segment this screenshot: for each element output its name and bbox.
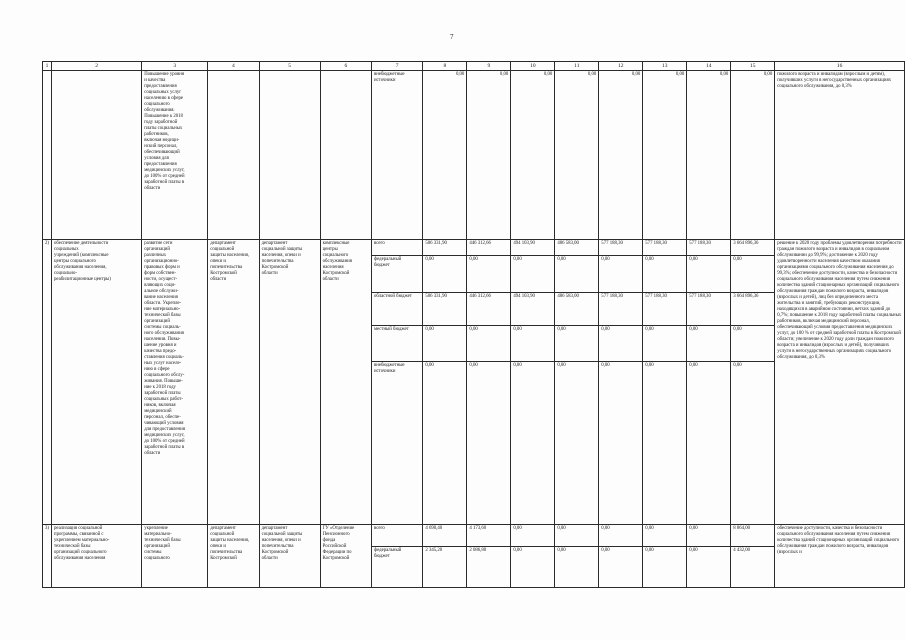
row-number: 2) <box>43 240 52 525</box>
activity-name: реализация социальной программы, связанной с укреплением материально- технической базы организаций социального обслуживания населения <box>52 525 142 588</box>
participants: комплексные центры социального обслуживания населения Костромской области <box>320 240 371 525</box>
column-header: 16 <box>775 62 905 71</box>
amount-cell: 0,00 <box>731 326 774 362</box>
amount-cell: 0,00 <box>599 525 642 547</box>
task-description: развитие сети организаций различных организационно- правовых форм и форм собствен- ности, осущест- вляющих соци- альное обслужи- вание населения области. Укрепле- ние материально- технической базы организаций системы социаль- ного обслуживания населения. Повы- шение уровня и качества предо- ставления социаль- ных услуг населе- нию в сфере социального обслу- живания. Повыше- ние к 2018 году заработной платы социальных работ- ников, включая медицинский персонал, обеспе- чивающий условия для предоставления медицинских услуг, до 100% от средней заработной платы в области <box>142 240 208 525</box>
column-header: 15 <box>731 62 775 71</box>
amount-cell: 3 664 896,36 <box>731 240 774 256</box>
row-number: 3) <box>43 525 52 588</box>
funding-source: всего <box>372 525 422 547</box>
column-header: 3 <box>142 62 208 71</box>
amount-cell: 577 188,30 <box>643 293 686 326</box>
amount-cell: 0,00 <box>599 326 642 362</box>
column-header: 13 <box>643 62 687 71</box>
participants: ГУ «Отделение Пенсионного фонда Российской Федерации по Костромской <box>320 525 371 588</box>
amount-cell: 0,00 <box>601 363 610 368</box>
amount-cell: 0,00 <box>689 548 698 553</box>
table-row <box>43 71 905 240</box>
amount-cell: 0,00 <box>599 256 642 293</box>
expected-result: обеспечение доступности, качества и безопасности социального обслуживания населения путем снижения количества зданий стационарных организаций социального обслуживания граждан пожилого возраста, инвалидов (взрослых и <box>775 525 905 588</box>
amount-cell: 0,00 <box>687 71 731 240</box>
amount-cell: 0,00 <box>687 326 730 362</box>
funding-source: местный бюджет <box>372 326 422 362</box>
table-row <box>43 240 905 525</box>
column-header: 12 <box>599 62 643 71</box>
amount-cell: 486 583,00 <box>555 240 598 256</box>
amount-cell: 494 103,90 <box>511 293 554 326</box>
customer: департамент социальной защиты населения, опеки и попечительства Костромской области <box>259 525 320 588</box>
responsible-executor: департамент социальной защиты населения, опеки и попечительства Костромской <box>208 525 259 588</box>
amount-cell: 506 331,90 <box>423 293 466 326</box>
page-number: 7 <box>450 33 454 41</box>
amount-cell: 0,00 <box>557 548 566 553</box>
amount-cell: 0,00 <box>423 326 466 362</box>
amount-cell: 0,00 <box>687 256 730 293</box>
amount-cell: 577 188,30 <box>687 240 730 256</box>
table-row <box>43 525 905 588</box>
funding-source: областной бюджет <box>372 293 422 326</box>
column-header: 4 <box>208 62 259 71</box>
amount-cell: 0,00 <box>687 525 730 547</box>
amount-cell: 0,00 <box>555 71 599 240</box>
program-table <box>42 61 905 588</box>
amount-cell: 0,00 <box>731 71 775 240</box>
amount-cell: 0,00 <box>643 326 686 362</box>
amount-cell: 446 312,66 <box>467 240 510 256</box>
amount-cell: 0,00 <box>643 256 686 293</box>
amount-cell: 0,00 <box>423 256 466 293</box>
amount-cell: 0,00 <box>425 363 434 368</box>
amount-cell: 0,00 <box>601 548 610 553</box>
amount-cell: 0,00 <box>467 71 511 240</box>
amount-cell: 0,00 <box>513 363 522 368</box>
amount-cell: 0,00 <box>511 71 555 240</box>
column-header: 7 <box>371 62 422 71</box>
column-header: 10 <box>511 62 555 71</box>
funding-source: федеральный бюджет <box>373 548 402 559</box>
column-header: 11 <box>555 62 599 71</box>
amount-cell: 577 188,30 <box>687 293 730 326</box>
amount-cell: 0,00 <box>645 363 654 368</box>
amount-cell: 577 188,30 <box>599 293 642 326</box>
amount-cell: 0,00 <box>513 548 522 553</box>
amount-cell: 0,00 <box>511 256 554 293</box>
column-header: 14 <box>687 62 731 71</box>
amount-cell: 0,00 <box>555 525 598 547</box>
amount-cell: 0,00 <box>511 326 554 362</box>
amount-cell: 494 103,90 <box>511 240 554 256</box>
amount-cell: 0,00 <box>469 363 478 368</box>
amount-cell: 486 583,00 <box>555 293 598 326</box>
amount-cell: 4 690,40 <box>423 525 466 547</box>
funding-source: внебюджетные источники <box>373 363 405 374</box>
column-header: 1 <box>43 62 52 71</box>
amount-cell: 0,00 <box>645 548 654 553</box>
amount-cell: 3 664 896,36 <box>731 293 774 326</box>
amount-cell: 0,00 <box>511 525 554 547</box>
task-description: укрепление материально- технической базы организаций системы социального <box>142 525 208 588</box>
column-header: 6 <box>320 62 371 71</box>
column-header: 9 <box>467 62 511 71</box>
amount-cell: 0,00 <box>689 363 698 368</box>
amount-cell: 577 188,30 <box>599 240 642 256</box>
amount-cell: 0,00 <box>467 326 510 362</box>
column-header: 5 <box>259 62 320 71</box>
activity-name: обеспечение деятельности социальных учреждений (комплексные центры социального обслуживания населения, социально- реабилитационные центры) <box>52 240 142 525</box>
responsible-executor: департамент социальной защиты населения, опеки и попечительства Костромской области <box>208 240 259 525</box>
amount-cell: 446 312,66 <box>467 293 510 326</box>
amount-cell: 0,00 <box>731 256 774 293</box>
amount-cell: 506 331,90 <box>423 240 466 256</box>
customer: департамент социальной защиты населения, опеки и попечительства Костромской области <box>259 240 320 525</box>
amount-cell: 4 173,60 <box>467 525 510 547</box>
amount-cell: 0,00 <box>423 71 467 240</box>
expected-result: решение к 2020 году проблемы удовлетворения потребности граждан пожилого возраста и инвалидов в социальном обслуживании до 99,9%; достижение к 2020 году удовлетворенности населения качеством оказания организациями социального обслуживания населения до 99,3%; обеспечение доступности, качества и безопасности социального обслуживания населения путем снижения количества зданий стационарных организаций социального обслуживания граждан пожилого возраста, инвалидов (взрослых и детей), лиц без определенного места жительства и занятий, требующих реконструкции, находящихся в аварийном состоянии, ветхих зданий до 0,7%; повышение к 2018 году заработной платы социальных работников, включая медицинский персонал, обеспечивающий условия предоставления медицинских услуг, до 100 % от средней заработной платы в Костромской области; увеличение к 2020 году доли граждан пожилого возраста и инвалидов (взрослых и детей), получивших услуги в негосударственных организациях социального обслуживания, до 0,3% <box>775 240 905 525</box>
column-header: 8 <box>423 62 467 71</box>
amount-cell: 0,00 <box>555 256 598 293</box>
column-header: 2 <box>52 62 142 71</box>
amount-cell: 577 188,30 <box>643 240 686 256</box>
amount-cell: 0,00 <box>557 363 566 368</box>
amount-cell: 0,00 <box>599 71 643 240</box>
column-number-row <box>43 62 905 71</box>
amount-cell: 0,00 <box>643 525 686 547</box>
funding-source: внебюджетные источники <box>371 71 422 240</box>
amount-cell: 4 432,00 <box>733 548 751 553</box>
amount-cell: 2 086,80 <box>469 548 487 553</box>
amount-cell: 0,00 <box>555 326 598 362</box>
task-description: Повышение уровня и качества предоставления социальных услуг населению в сфере социального обслуживания. Повышение к 2018 году заработной платы социальных работников, включая медици- нский персонал, обеспечивающий условия для предоставления медицинских услуг, до 100% от средней заработной платы в области <box>142 71 208 240</box>
funding-source: всего <box>372 240 422 256</box>
amount-cell: 0,00 <box>733 363 742 368</box>
funding-source: федеральный бюджет <box>372 256 422 293</box>
amount-cell: 0,00 <box>467 256 510 293</box>
expected-result: пожилого возраста и инвалидам (взрослым и детям), получивших услуги в негосударственных организациях социального обслуживания, до 0,3% <box>775 71 905 240</box>
amount-cell: 2 345,20 <box>425 548 443 553</box>
amount-cell: 0,00 <box>643 71 687 240</box>
amount-cell: 8 864,00 <box>731 525 774 547</box>
